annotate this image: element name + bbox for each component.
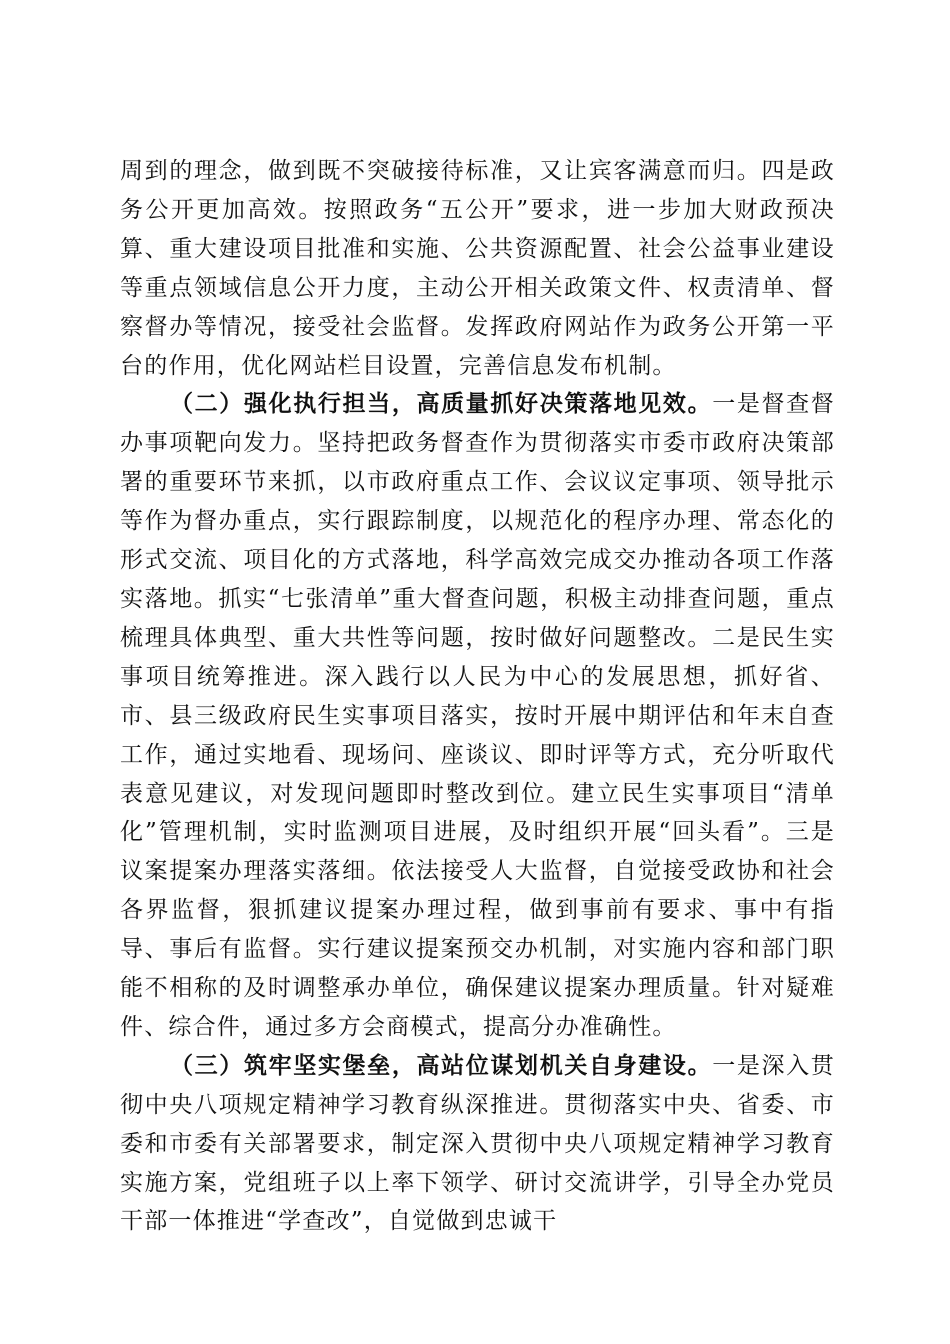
section-heading-2: （二）强化执行担当，高质量抓好决策落地见效。 [170,390,713,418]
paragraph-3-text: 一是深入贯彻中央八项规定精神学习教育纵深推进。贯彻落实中央、省委、市委和市委有关部署要求，制定深入贯彻中央八项规定精神学习教育实施方案，党组班子以上率下领学、研讨交流讲学，引导全办党员干部一体推进“学查改”，自觉做到忠诚干 [120,1052,836,1235]
section-heading-3: （三）筑牢坚实堡垒，高站位谋划机关自身建设。 [170,1051,713,1079]
document-body [120,152,835,1241]
paragraph-3 [120,1047,835,1242]
paragraph-1-text: 周到的理念，做到既不突破接待标准，又让宾客满意而归。四是政务公开更加高效。按照政务“五公开”要求，进一步加大财政预决算、重大建设项目批准和实施、公共资源配置、社会公益事业建设等重点领域信息公开力度，主动公开相关政策文件、权责清单、督察督办等情况，接受社会监督。发挥政府网站作为政务公开第一平台的作用，优化网站栏目设置，完善信息发布机制。 [120,158,835,379]
paragraph-1 [120,152,835,385]
paragraph-2-text: 一是督查督办事项靶向发力。坚持把政务督查作为贯彻落实市委市政府决策部署的重要环节来抓，以市政府重点工作、会议议定事项、领导批示等作为督办重点，实行跟踪制度，以规范化的程序办理、常态化的形式交流、项目化的方式落地，科学高效完成交办推动各项工作落实落地。抓实“七张清单”重大督查问题，积极主动排查问题，重点梳理具体典型、重大共性等问题，按时做好问题整改。二是民生实事项目统筹推进。深入践行以人民为中心的发展思想，抓好省、市、县三级政府民生实事项目落实，按时开展中期评估和年末自查工作，通过实地看、现场问、座谈议、即时评等方式，充分听取代表意见建议，对发现问题即时整改到位。建立民生实事项目“清单化”管理机制，实时监测项目进展，及时组织开展“回头看”。三是议案提案办理落实落细。依法接受人大监督，自觉接受政协和社会各界监督，狠抓建议提案办理过程，做到事前有要求、事中有指导、事后有监督。实行建议提案预交办机制，对实施内容和部门职能不相称的及时调整承办单位，确保建议提案办理质量。针对疑难件、综合件，通过多方会商模式，提高分办准确性。 [120,391,836,1040]
paragraph-2 [120,385,835,1046]
